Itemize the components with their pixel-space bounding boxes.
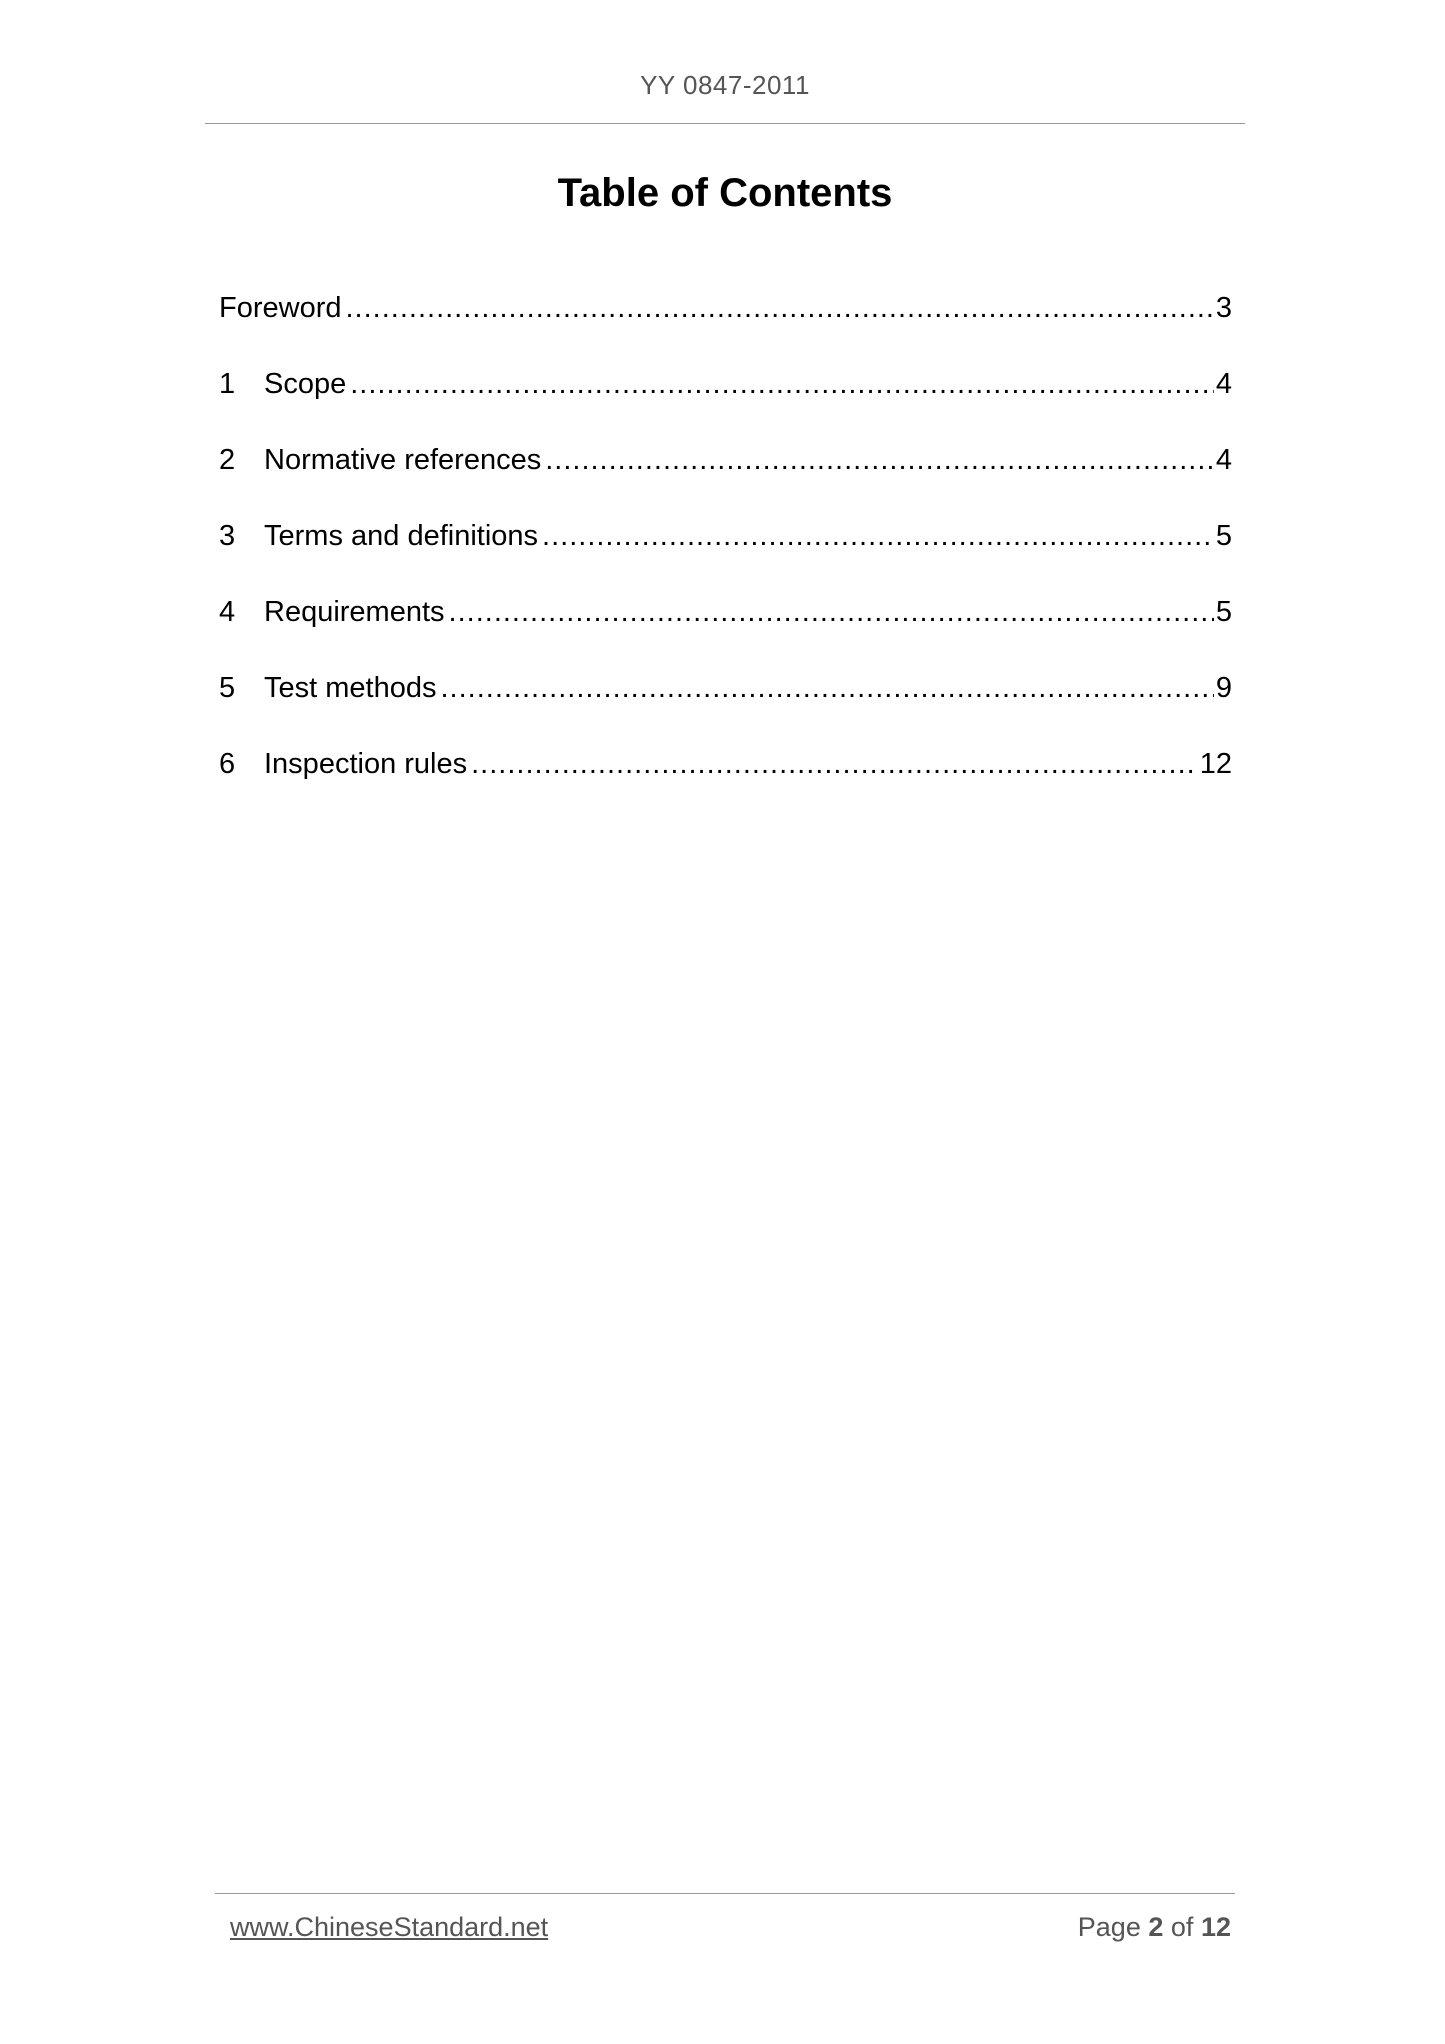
toc-entry-number: 4	[219, 596, 236, 628]
footer-divider	[215, 1893, 1235, 1894]
website-link[interactable]: www.ChineseStandard.net	[230, 1912, 549, 1942]
toc-entry-page: 4	[1215, 368, 1232, 400]
header-divider	[205, 123, 1245, 124]
toc-entry-normative-references[interactable]	[219, 440, 1232, 516]
toc-entry-page: 5	[1215, 520, 1232, 552]
toc-entry-scope[interactable]	[219, 364, 1232, 440]
toc-entry-foreword[interactable]	[219, 288, 1232, 364]
toc-entry-label: Foreword	[219, 292, 342, 324]
page-of-label: of	[1170, 1912, 1194, 1942]
toc-entry-number: 2	[219, 444, 236, 476]
dot-leader	[545, 440, 1214, 480]
toc-entry-terms-and-definitions[interactable]	[219, 516, 1232, 592]
toc-entry-requirements[interactable]	[219, 592, 1232, 668]
toc-entry-label: Inspection rules	[264, 748, 468, 780]
page-title: Table of Contents	[557, 171, 893, 215]
toc-entry-page: 9	[1215, 672, 1232, 704]
toc-entry-inspection-rules[interactable]	[219, 744, 1232, 820]
toc-entry-page: 5	[1215, 596, 1232, 628]
dot-leader	[542, 516, 1214, 556]
toc-entry-test-methods[interactable]	[219, 668, 1232, 744]
toc-entry-number: 1	[219, 368, 236, 400]
page-prefix: Page	[1077, 1912, 1141, 1942]
dot-leader	[449, 592, 1214, 632]
dot-leader	[440, 668, 1213, 708]
table-of-contents	[219, 288, 1232, 820]
toc-entry-label: Scope	[264, 368, 347, 400]
toc-entry-label: Terms and definitions	[264, 520, 539, 552]
current-page-number: 2	[1148, 1912, 1164, 1942]
toc-entry-number: 6	[219, 748, 236, 780]
toc-entry-number: 3	[219, 520, 236, 552]
dot-leader	[346, 288, 1214, 328]
toc-entry-page: 12	[1199, 748, 1232, 780]
dot-leader	[471, 744, 1198, 784]
page-indicator	[1078, 1912, 1231, 1943]
toc-entry-page: 4	[1215, 444, 1232, 476]
toc-entry-label: Test methods	[264, 672, 437, 704]
toc-entry-label: Normative references	[264, 444, 542, 476]
total-page-count: 12	[1200, 1912, 1231, 1942]
toc-entry-number: 5	[219, 672, 236, 704]
toc-entry-page: 3	[1215, 292, 1232, 324]
document-id-header: YY 0847-2011	[640, 70, 810, 100]
dot-leader	[350, 364, 1214, 404]
toc-entry-label: Requirements	[264, 596, 445, 628]
